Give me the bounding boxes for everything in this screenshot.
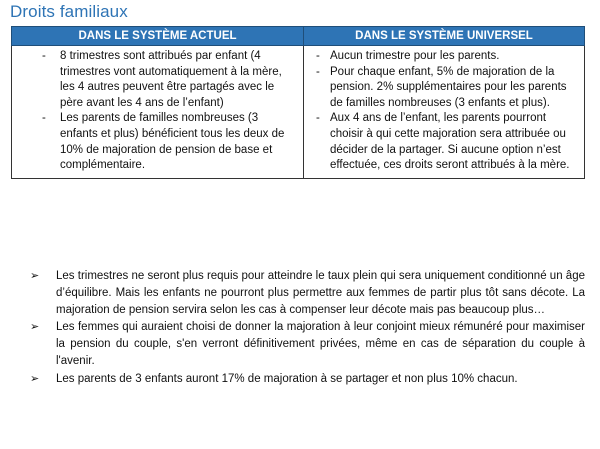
comparison-table	[11, 26, 585, 179]
bullet-item	[30, 319, 585, 370]
dash-marker: -	[316, 50, 320, 62]
list-item-text: 8 trimestres sont attribués par enfant (4 trimestres vont automatiquement à la mère, les 4 autres peuvent être partagés avec le père avant les 4 ans de l’enfant)	[60, 50, 282, 109]
list-item-text: Aucun trimestre pour les parents.	[330, 50, 500, 62]
header-universal-system: DANS LE SYSTÈME UNIVERSEL	[304, 27, 585, 46]
list-item-text: Aux 4 ans de l’enfant, les parents pourront choisir à qui cette majoration sera attribuée ou décider de la partager. Si aucune option n’est effectuée, ces droits seront attribués à la mère.	[330, 112, 570, 172]
current-system-cell	[12, 46, 304, 179]
header-current-system: DANS LE SYSTÈME ACTUEL	[12, 27, 304, 46]
arrow-bullet-icon: ➢	[30, 321, 40, 334]
arrow-bullet-icon: ➢	[30, 270, 40, 282]
universal-system-cell	[304, 46, 585, 179]
table-header-row	[12, 27, 585, 46]
dash-marker: -	[42, 50, 46, 62]
current-system-list	[16, 49, 297, 174]
dash-marker: -	[42, 112, 46, 125]
bullet-text: Les trimestres ne seront plus requis pour atteindre le taux plein qui sera uniquement conditionné un âge d’équilibre. Mais les enfants ne pourront plus permettre aux femmes de partir plus tôt sans décote. La majoration de pension servira selon les cas à compenser leur décote mais pas beaucoup plus…	[56, 270, 585, 317]
bullet-text: Les femmes qui auraient choisi de donner la majoration à leur conjoint mieux rémunéré pour maximiser la pension du couple, s'en verront définitivement privées, même en cas de séparation du couple à l'avenir.	[56, 321, 585, 368]
list-item	[308, 65, 578, 112]
universal-system-list	[308, 49, 578, 174]
dash-marker: -	[316, 65, 320, 78]
arrow-bullet-icon: ➢	[30, 372, 40, 385]
bullet-text: Les parents de 3 enfants auront 17% de majoration à se partager et non plus 10% chacun.	[56, 372, 518, 385]
list-item	[308, 111, 578, 173]
list-item-text: Pour chaque enfant, 5% de majoration de la pension. 2% supplémentaires pour les parents de familles nombreuses (3 enfants et plus).	[330, 65, 567, 109]
dash-marker: -	[316, 112, 320, 125]
list-item	[308, 49, 578, 65]
page-title: Droits familiaux	[10, 2, 128, 21]
list-item	[16, 111, 297, 173]
bullet-list	[30, 268, 585, 388]
list-item	[16, 49, 297, 111]
table-row	[12, 46, 585, 179]
list-item-text: Les parents de familles nombreuses (3 enfants et plus) bénéficient tous les deux de 10% de majoration de pension de base et complémentaire.	[60, 112, 285, 172]
bullet-item	[30, 371, 585, 388]
bullet-item	[30, 268, 585, 319]
